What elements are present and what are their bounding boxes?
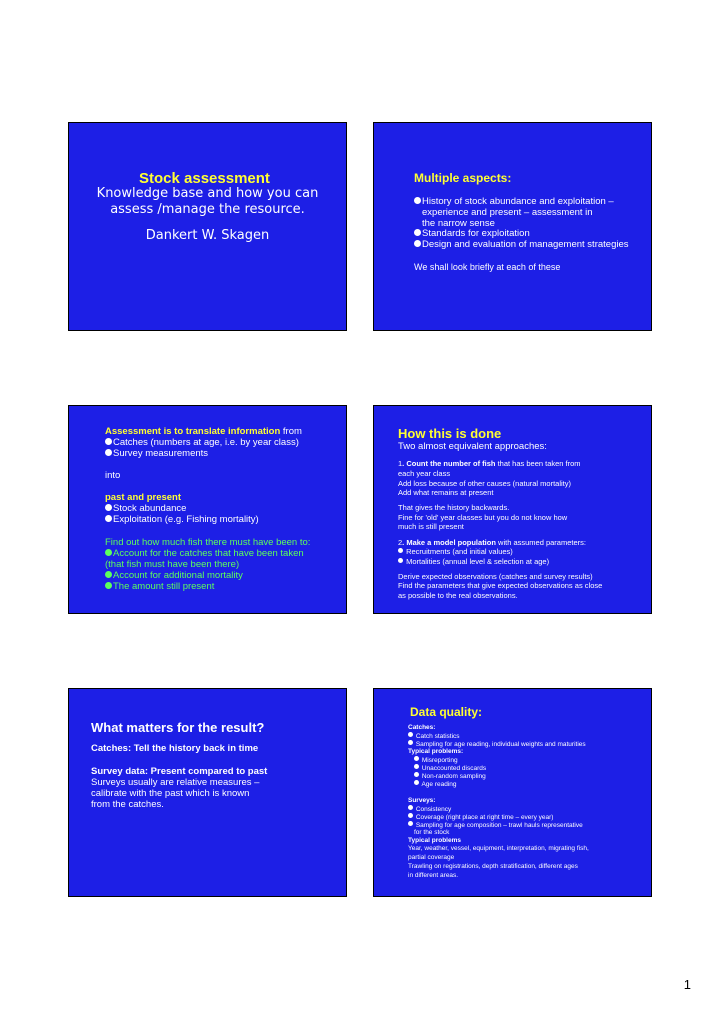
slide-6-typical-problems-2: Typical problems — [408, 837, 461, 844]
bullet-icon — [408, 805, 413, 810]
slide-3-bullet-3: Stock abundance — [105, 503, 186, 514]
bullet-icon — [408, 732, 413, 737]
slide-4-step-2: 2. Make a model population with assumed parameters: — [398, 538, 586, 547]
slide-5-heading-2: Survey data: Present compared to past — [91, 766, 268, 777]
slide-4-s2-l3: as possible to the real observations. — [398, 591, 518, 600]
slide-4-step-1: 1. Count the number of fish that has been taken from — [398, 459, 581, 468]
slide-1-line-1: Knowledge base and how you can — [96, 186, 319, 201]
slide-2-bullet-1-cont2: the narrow sense — [422, 218, 495, 229]
slide-4-s1-l7: much is still present — [398, 522, 464, 531]
slide-6-surveys: Surveys: — [408, 797, 436, 804]
slide-4-subtitle: Two almost equivalent approaches: — [398, 441, 547, 452]
slide-2-bullet-1-cont: experience and present – assessment in — [422, 207, 593, 218]
slide-3 — [68, 405, 347, 614]
slide-6-p2: Unaccounted discards — [414, 764, 486, 772]
slide-2-bullet-3: Design and evaluation of management strategies — [414, 239, 629, 250]
slide-3-bullet-4: Exploitation (e.g. Fishing mortality) — [105, 514, 259, 525]
slide-3-green-4: Account for additional mortality — [105, 570, 243, 581]
slide-6-t4: in different areas. — [408, 872, 459, 879]
bullet-icon — [105, 571, 112, 578]
slide-4-s1-l5: That gives the history backwards. — [398, 503, 510, 512]
slide-4-s1-l4: Add what remains at present — [398, 488, 494, 497]
slide-1-author: Dankert W. Skagen — [145, 228, 270, 243]
slide-4-title: How this is done — [398, 426, 502, 441]
slide-6-s1: Consistency — [408, 805, 451, 813]
bullet-icon — [414, 756, 419, 761]
slide-2-bullet-2: Standards for exploitation — [414, 228, 530, 239]
bullet-icon — [105, 504, 112, 511]
slide-5-line-2: calibrate with the past which is known — [91, 788, 250, 799]
slide-6-c2: Sampling for age reading, individual weights and maturities — [408, 740, 586, 748]
slide-4-s1-l3: Add loss because of other causes (natural mortality) — [398, 479, 572, 488]
slide-2-bullet-1: History of stock abundance and exploitation – — [414, 196, 614, 207]
slide-6-p1: Misreporting — [414, 756, 458, 764]
slide-1-line-2: assess /manage the resource. — [110, 202, 305, 217]
slide-4-s2-bullet-1: Recruitments (and initial values) — [398, 547, 513, 556]
slide-5-heading-1: Catches: Tell the history back in time — [91, 743, 259, 754]
slide-5-title: What matters for the result? — [91, 720, 265, 735]
bullet-icon — [408, 740, 413, 745]
slide-4-s2-l1: Derive expected observations (catches and survey results) — [398, 572, 593, 581]
slide-3-bullet-1: Catches (numbers at age, i.e. by year class) — [105, 437, 299, 448]
slide-6-t3: Trawling on registrations, depth stratification, different ages — [408, 863, 578, 870]
slide-6-title: Data quality: — [410, 705, 483, 719]
slide-5-line-1: Surveys usually are relative measures – — [91, 777, 260, 788]
slide-3-green-1: Find out how much fish there must have been to: — [105, 537, 311, 548]
slide-3-green-2: Account for the catches that have been taken — [105, 548, 304, 559]
bullet-icon — [398, 558, 403, 563]
slide-1-title: Stock assessment — [139, 170, 270, 187]
slide-3-into: into — [105, 470, 121, 481]
slide-4 — [373, 405, 652, 614]
slide-6-s2: Coverage (right place at right time – every year) — [408, 813, 553, 821]
bullet-icon — [105, 438, 112, 445]
bullet-icon — [105, 449, 112, 456]
bullet-icon — [408, 813, 413, 818]
bullet-icon — [105, 549, 112, 556]
bullet-icon — [398, 548, 403, 553]
bullet-icon — [414, 197, 421, 204]
slide-4-s1-l2: each year class — [398, 469, 451, 478]
slide-6-c1: Catch statistics — [408, 732, 460, 740]
slide-5-line-3: from the catches. — [91, 799, 164, 810]
slide-6-catches: Catches: — [408, 724, 436, 731]
bullet-icon — [414, 240, 421, 247]
slide-6 — [373, 688, 652, 897]
bullet-icon — [105, 582, 112, 589]
slide-1 — [68, 122, 347, 331]
slide-2-title: Multiple aspects: — [414, 171, 512, 185]
bullet-icon — [105, 515, 112, 522]
slide-6-t1: Year, weather, vessel, equipment, interpretation, migrating fish, — [408, 845, 589, 852]
bullet-icon — [414, 764, 419, 769]
slide-6-p4: Age reading — [414, 780, 457, 788]
bullet-icon — [414, 772, 419, 777]
bullet-icon — [408, 821, 413, 826]
slide-3-past-present: past and present — [105, 492, 182, 503]
page-number: 1 — [683, 977, 691, 992]
slide-3-green-5: The amount still present — [105, 581, 214, 592]
slide-6-p3: Non-random sampling — [414, 772, 486, 780]
slide-4-s2-l2: Find the parameters that give expected observations as close — [398, 581, 603, 590]
slide-2-footer: We shall look briefly at each of these — [414, 262, 561, 272]
slide-5 — [68, 688, 347, 897]
slide-6-s3: Sampling for age composition – trawl hauls representative — [408, 821, 583, 829]
slide-4-s2-bullet-2: Mortalities (annual level & selection at age) — [398, 557, 549, 566]
slide-6-t2: partial coverage — [408, 854, 455, 861]
slide-3-bullet-2: Survey measurements — [105, 448, 208, 459]
slide-6-typical-problems: Typical problems: — [408, 748, 464, 755]
bullet-icon — [414, 229, 421, 236]
slide-3-intro: Assessment is to translate information from — [105, 426, 302, 437]
slide-3-green-3: (that fish must have been there) — [105, 559, 240, 570]
slide-2 — [373, 122, 652, 331]
slide-4-s1-l6: Fine for 'old' year classes but you do not know how — [398, 513, 568, 522]
bullet-icon — [414, 780, 419, 785]
slide-6-s3-cont: for the stock — [414, 829, 450, 836]
